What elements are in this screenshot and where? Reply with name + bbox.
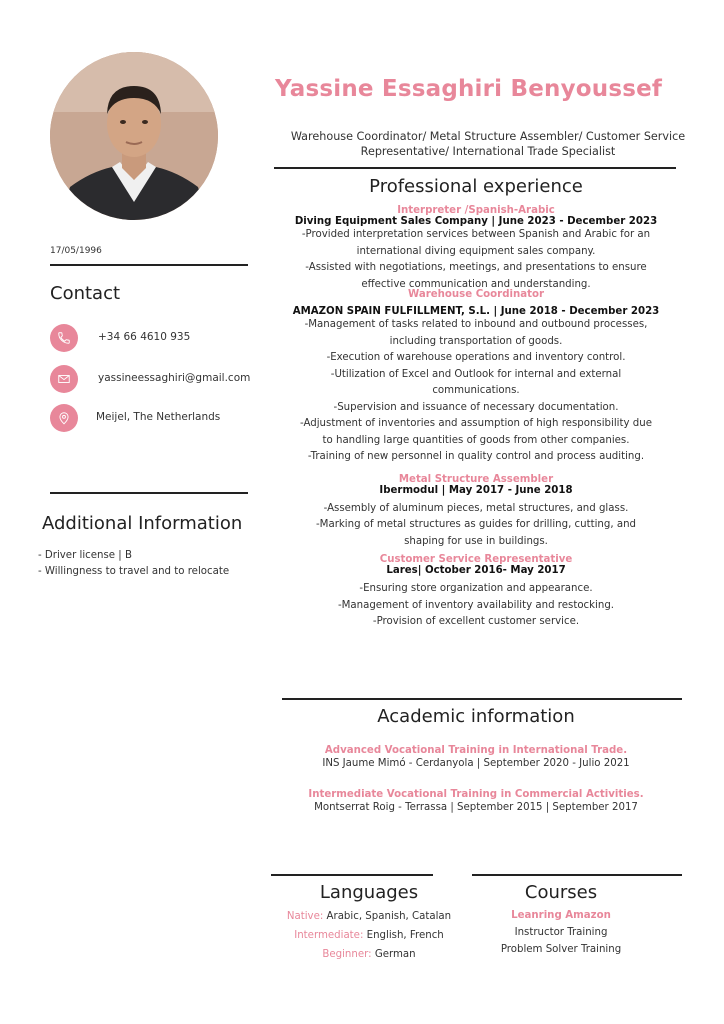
desc-line: -Marking of metal structures as guides for drilling, cutting, and (315, 519, 636, 530)
desc-line: shaping for use in buildings. (404, 535, 548, 547)
email-address[interactable]: yassineessaghiri@gmail.com (98, 372, 251, 384)
job-entry (276, 474, 676, 551)
desc-line: -Supervision and issuance of necessary documentation. (333, 401, 619, 413)
additional-info-list (38, 548, 229, 580)
person-avatar-icon (50, 52, 218, 220)
language-row (271, 945, 467, 964)
experience-title: Professional experience (369, 176, 583, 197)
academic-entry (276, 789, 676, 815)
desc-line: effective communication and understanding. (361, 278, 591, 290)
job-org: AMAZON SPAIN FULFILLMENT, S.L. | June 2018 - December 2023 (292, 306, 660, 317)
degree-title: Intermediate Vocational Training in Commercial Activities. (308, 789, 644, 800)
course-item: Instructor Training (514, 927, 608, 938)
degree-title: Advanced Vocational Training in International Trade. (324, 745, 628, 756)
desc-line: including transportation of goods. (389, 335, 563, 347)
language-names: Arabic, Spanish, Catalan (326, 911, 452, 922)
courses-section (470, 882, 652, 958)
job-description (276, 227, 676, 293)
desc-line: -Ensuring store organization and appearance. (359, 583, 593, 594)
academic-section (276, 706, 676, 815)
language-level: Intermediate: (294, 930, 364, 941)
location-icon (50, 404, 78, 432)
languages-divider (271, 874, 433, 876)
courses-divider (472, 874, 682, 876)
desc-line: -Provision of excellent customer service. (372, 616, 580, 627)
desc-line: -Management of inventory availability and restocking. (337, 599, 615, 611)
location-text: Meijel, The Netherlands (96, 411, 221, 423)
contact-title: Contact (50, 283, 121, 304)
academic-entry (276, 745, 676, 771)
languages-list (271, 907, 467, 964)
job-role: Interpreter /Spanish-Arabic (397, 205, 555, 216)
job-description (276, 317, 676, 466)
desc-line: international diving equipment sales company. (356, 245, 596, 257)
language-level: Beginner: (322, 949, 372, 960)
job-role: Metal Structure Assembler (398, 473, 554, 485)
academic-title: Academic information (377, 706, 575, 727)
job-org: Diving Equipment Sales Company | June 2023 - December 2023 (294, 216, 658, 227)
language-row (271, 926, 467, 945)
candidate-name: Yassine Essaghiri Benyoussef (275, 76, 663, 102)
language-names: English, French (366, 930, 444, 941)
language-row (271, 907, 467, 926)
phone-number[interactable]: +34 66 4610 935 (98, 331, 191, 343)
profile-photo (50, 52, 218, 220)
course-provider: Leanring Amazon (511, 910, 611, 921)
experience-section (276, 176, 676, 631)
languages-title: Languages (319, 882, 419, 903)
job-description (276, 581, 676, 631)
job-role: Warehouse Coordinator (407, 289, 544, 300)
job-entry (276, 289, 676, 466)
degree-detail: Montserrat Roig - Terrassa | September 2015 | September 2017 (314, 802, 638, 813)
job-org: Lares| October 2016- May 2017 (386, 565, 566, 576)
phone-icon (50, 324, 78, 352)
job-role: Customer Service Representative (379, 554, 573, 565)
sidebar-divider-2 (50, 492, 248, 494)
job-titles-subtitle (278, 129, 698, 159)
additional-item: - Driver license | B (38, 550, 132, 561)
subtitle-line-1: Warehouse Coordinator/ Metal Structure Assembler/ Customer Service (290, 130, 686, 143)
job-description (276, 501, 676, 551)
course-item: Problem Solver Training (500, 944, 622, 955)
language-names: German (374, 949, 416, 960)
courses-list (470, 907, 652, 958)
job-entry (276, 554, 676, 631)
additional-info-title: Additional Information (42, 513, 243, 534)
language-level: Native: (286, 911, 324, 922)
job-org: Ibermodul | May 2017 - June 2018 (379, 484, 573, 496)
desc-line: -Execution of warehouse operations and inventory control. (326, 352, 626, 363)
desc-line: -Assembly of aluminum pieces, metal structures, and glass. (323, 502, 629, 514)
languages-section (271, 882, 467, 964)
desc-line: communications. (432, 385, 520, 396)
header-divider (274, 167, 676, 169)
mail-icon (50, 365, 78, 393)
desc-line: -Management of tasks related to inbound and outbound processes, (304, 319, 648, 330)
job-entry (276, 205, 676, 293)
academic-divider (282, 698, 682, 700)
desc-line: -Adjustment of inventories and assumption of high responsibility due (300, 418, 652, 429)
degree-detail: INS Jaume Mimó - Cerdanyola | September 2020 - Julio 2021 (322, 758, 630, 769)
additional-item: - Willingness to travel and to relocate (38, 566, 230, 577)
desc-line: to handling large quantities of goods from other companies. (322, 434, 630, 446)
desc-line: -Utilization of Excel and Outlook for internal and external (330, 368, 622, 380)
birthdate: 17/05/1996 (50, 246, 102, 256)
courses-title: Courses (524, 882, 598, 903)
desc-line: -Provided interpretation services between Spanish and Arabic for an (301, 229, 651, 240)
desc-line: -Training of new personnel in quality control and process auditing. (307, 451, 645, 462)
subtitle-line-2: Representative/ International Trade Specialist (360, 145, 616, 158)
desc-line: -Assisted with negotiations, meetings, and presentations to ensure (305, 262, 647, 273)
sidebar-divider-1 (50, 264, 248, 266)
